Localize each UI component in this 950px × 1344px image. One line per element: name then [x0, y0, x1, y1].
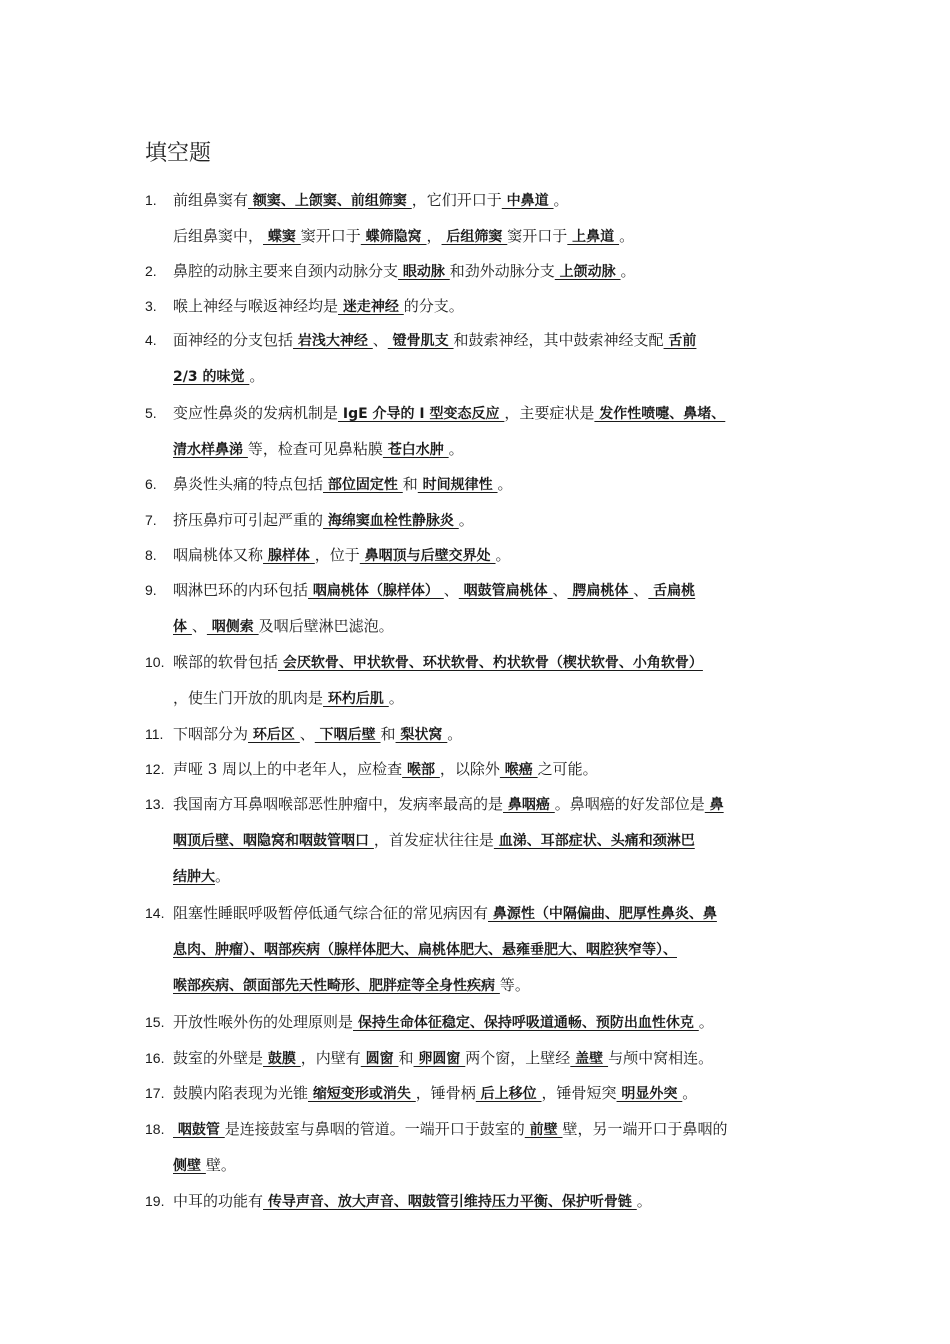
question-number: 16.: [145, 1050, 165, 1066]
question-item: [145, 786, 810, 894]
answer-blank: 腭扁桃体: [567, 583, 634, 599]
question-line: [145, 680, 810, 716]
answer-blank: 圆窗: [360, 1051, 399, 1067]
question-item: [145, 572, 810, 644]
question-item: [145, 895, 810, 1003]
answer-blank: 会厌软骨、甲状软骨、环状软骨、杓状软骨（楔状软骨、小角软骨）: [278, 655, 703, 671]
question-text: 的分支。: [403, 297, 464, 315]
question-text: 和: [402, 475, 418, 493]
question-line: [145, 786, 810, 822]
answer-blank: 前壁: [524, 1122, 563, 1138]
question-number: 14.: [145, 905, 165, 921]
answer-blank: 保持生命体征稳定、保持呼吸道通畅、预防出血性休克: [353, 1015, 699, 1031]
question-text: 。: [495, 546, 511, 564]
answer-blank: 上颌动脉: [554, 264, 621, 280]
question-number: 8.: [145, 547, 157, 563]
question-text: 。: [249, 367, 265, 385]
question-text: ，使生门开放的肌肉是: [173, 689, 324, 707]
answer-blank: 苍白水肿: [382, 442, 449, 458]
answer-blank: 咽鼓管: [173, 1122, 225, 1138]
answer-blank: 盖壁: [570, 1051, 609, 1067]
question-item: [145, 1004, 810, 1040]
answer-blank: 环杓后肌: [323, 691, 389, 707]
answer-blank: 血涕、耳部症状、头痛和颈淋巴: [493, 833, 695, 849]
page-title: 填空题: [145, 141, 212, 166]
question-item: [145, 1075, 810, 1111]
answer-blank: 侧壁: [173, 1158, 206, 1174]
question-text: 。: [636, 1192, 652, 1210]
question-text: 。: [553, 191, 569, 209]
answer-blank: 时间规律性: [417, 477, 498, 493]
answer-blank: 梨状窝: [395, 727, 448, 743]
question-item: [145, 716, 810, 752]
answer-blank: 额窦、上颌窦、前组筛窦: [248, 193, 412, 209]
question-text: 、: [443, 581, 459, 599]
question-text: 我国南方耳鼻咽喉部恶性肿瘤中，发病率最高的是: [173, 795, 504, 813]
question-text: 声哑 3 周以上的中老年人，应检查: [173, 760, 403, 778]
question-text: 是连接鼓室与鼻咽的管道。一端开口于鼓室的: [224, 1120, 525, 1138]
question-text: 。: [215, 867, 231, 885]
question-number: 10.: [145, 654, 165, 670]
question-text: 前组鼻窦有: [173, 191, 249, 209]
question-item: [145, 395, 810, 467]
question-text: 和鼓索神经，其中鼓索神经支配: [453, 331, 664, 349]
question-text: ，锤骨短突: [541, 1084, 617, 1102]
question-text: 鼓室的外壁是: [173, 1049, 264, 1067]
question-line: [145, 466, 810, 502]
question-text: ，位于: [314, 546, 360, 564]
question-line: [145, 253, 810, 289]
question-item: [145, 1111, 810, 1183]
question-number: 4.: [145, 332, 157, 348]
question-number: 13.: [145, 796, 165, 812]
question-line: [145, 431, 810, 467]
question-text: 。: [458, 511, 474, 529]
question-number: 12.: [145, 761, 165, 777]
answer-blank: 部位固定性: [323, 477, 403, 493]
question-text: 壁。: [205, 1156, 236, 1174]
question-line: [145, 608, 810, 644]
question-text: 、: [299, 725, 315, 743]
question-text: 咽淋巴环的内环包括: [173, 581, 309, 599]
question-line: [145, 822, 810, 858]
question-item: [145, 322, 810, 394]
question-text: 等。: [499, 976, 530, 994]
question-number: 11.: [145, 726, 164, 742]
answer-blank: 蝶窦: [263, 229, 301, 245]
question-text: 两个窗，上壁经: [465, 1049, 571, 1067]
question-line: [145, 751, 810, 787]
question-item: [145, 1040, 810, 1076]
question-text: 喉上神经与喉返神经均是: [173, 297, 339, 315]
answer-blank: 息肉、肿瘤）、咽部疾病（腺样体肥大、扁桃体肥大、悬雍垂肥大、咽腔狭窄等）、: [173, 942, 677, 958]
answer-blank: 咽扁桃体（腺样体）: [308, 583, 444, 599]
answer-blank: IgE 介导的 I 型变态反应: [338, 406, 505, 422]
question-text: 。: [619, 227, 635, 245]
answer-blank: 下咽后壁: [314, 727, 381, 743]
answer-blank: 卵圆窗: [413, 1051, 466, 1067]
question-text: 。: [447, 725, 463, 743]
question-item: [145, 182, 810, 254]
answer-blank: 缩短变形或消失: [308, 1086, 416, 1102]
question-line: [145, 1004, 810, 1040]
question-number: 5.: [145, 405, 157, 421]
question-text: 和劲外动脉分支: [449, 262, 555, 280]
answer-blank: 咽顶后壁、咽隐窝和咽鼓管咽口: [173, 833, 374, 849]
question-number: 18.: [145, 1121, 165, 1137]
answer-blank: 咽侧索: [206, 619, 259, 635]
answer-blank: 鼓膜: [263, 1051, 301, 1067]
question-text: 后组鼻窦中，: [173, 227, 264, 245]
answer-blank: 明显外突: [616, 1086, 683, 1102]
question-line: [145, 1183, 810, 1219]
answer-blank: 鼻咽顶与后壁交界处: [359, 548, 496, 564]
answer-blank: 腺样体: [263, 548, 315, 564]
question-item: [145, 751, 810, 787]
answer-blank: 结肿大: [173, 869, 215, 885]
question-text: 挤压鼻疖可引起严重的: [173, 511, 324, 529]
question-text: 。: [388, 689, 404, 707]
question-line: [145, 967, 810, 1003]
question-line: [145, 1040, 810, 1076]
answer-blank: 喉部疾病、颌面部先天性畸形、肥胖症等全身性疾病: [173, 978, 500, 994]
question-line: [145, 858, 810, 894]
answer-blank: 海绵窦血栓性静脉炎: [323, 513, 459, 529]
answer-blank: 鼻源性（中隔偏曲、肥厚性鼻炎、鼻: [488, 906, 717, 922]
question-text: 窦开口于: [300, 227, 361, 245]
question-line: [145, 288, 810, 324]
question-number: 3.: [145, 298, 157, 314]
answer-blank: 咽鼓管扁桃体: [458, 583, 553, 599]
question-text: 阻塞性睡眠呼吸暂停低通气综合征的常见病因有: [173, 904, 489, 922]
question-number: 7.: [145, 512, 157, 528]
question-text: ，主要症状是: [504, 404, 595, 422]
question-text: 窦开口于: [507, 227, 568, 245]
question-item: [145, 288, 810, 324]
question-text: ，: [426, 227, 442, 245]
question-line: [145, 1111, 810, 1147]
question-number: 2.: [145, 263, 157, 279]
question-item: [145, 537, 810, 573]
question-text: ，首发症状往往是: [373, 831, 494, 849]
question-text: 、: [633, 581, 649, 599]
answer-blank: 后上移位: [475, 1086, 542, 1102]
question-text: 壁，另一端开口于鼻咽的: [562, 1120, 728, 1138]
question-text: 和: [380, 725, 396, 743]
question-text: 喉部的软骨包括: [173, 653, 279, 671]
question-text: 等，检查可见鼻粘膜: [247, 440, 383, 458]
question-text: 。: [620, 262, 636, 280]
question-text: 、: [372, 331, 388, 349]
answer-blank: 喉癌: [499, 762, 538, 778]
question-number: 6.: [145, 476, 157, 492]
question-line: [145, 1075, 810, 1111]
answer-blank: 鼻咽癌: [503, 797, 555, 813]
answer-blank: 镫骨肌支: [387, 333, 454, 349]
answer-blank: 环后区: [248, 727, 300, 743]
question-number: 9.: [145, 582, 157, 598]
question-line: [145, 895, 810, 931]
question-text: 鼻腔的动脉主要来自颈内动脉分支: [173, 262, 399, 280]
question-item: [145, 644, 810, 716]
answer-blank: 传导声音、放大声音、咽鼓管引维持压力平衡、保护听骨链: [263, 1194, 637, 1210]
question-line: [145, 931, 810, 967]
answer-blank: 鼻: [704, 797, 724, 813]
question-item: [145, 502, 810, 538]
question-text: 。鼻咽癌的好发部位是: [554, 795, 705, 813]
answer-blank: 发作性喷嚏、鼻堵、: [594, 406, 726, 422]
answer-blank: 中鼻道: [501, 193, 554, 209]
question-text: 。: [448, 440, 464, 458]
answer-blank: 舌前: [663, 333, 697, 349]
answer-blank: 蝶筛隐窝: [360, 229, 427, 245]
answer-blank: 喉部: [402, 762, 440, 778]
question-number: 19.: [145, 1193, 165, 1209]
answer-blank: 岩浅大神经: [293, 333, 373, 349]
question-text: 之可能。: [537, 760, 598, 778]
question-text: 和: [398, 1049, 414, 1067]
question-text: 面神经的分支包括: [173, 331, 294, 349]
question-line: [145, 572, 810, 608]
question-text: 与颅中窝相连。: [608, 1049, 714, 1067]
question-text: 鼻炎性头痛的特点包括: [173, 475, 324, 493]
question-line: [145, 322, 810, 358]
question-text: 。: [682, 1084, 698, 1102]
answer-blank: 舌扁桃: [648, 583, 696, 599]
question-number: 15.: [145, 1014, 165, 1030]
question-text: 鼓膜内陷表现为光锥: [173, 1084, 309, 1102]
question-line: [145, 218, 810, 254]
answer-blank: 2/3 的味觉: [173, 369, 250, 385]
question-line: [145, 395, 810, 431]
question-item: [145, 466, 810, 502]
question-text: ，它们开口于: [411, 191, 502, 209]
answer-blank: 体: [173, 619, 192, 635]
question-text: 。: [497, 475, 513, 493]
question-text: 下咽部分为: [173, 725, 249, 743]
question-line: [145, 716, 810, 752]
question-text: 开放性喉外伤的处理原则是: [173, 1013, 354, 1031]
question-number: 17.: [145, 1085, 165, 1101]
question-text: ，锤骨柄: [415, 1084, 476, 1102]
question-item: [145, 253, 810, 289]
question-number: 1.: [145, 192, 157, 208]
answer-blank: 迷走神经: [338, 299, 404, 315]
question-line: [145, 537, 810, 573]
answer-blank: 清水样鼻涕: [173, 442, 248, 458]
question-line: [145, 1147, 810, 1183]
question-line: [145, 502, 810, 538]
question-text: ，以除外: [439, 760, 500, 778]
question-text: ，内壁有: [300, 1049, 361, 1067]
question-text: 及咽后壁淋巴滤泡。: [258, 617, 394, 635]
question-text: 、: [191, 617, 207, 635]
question-text: 中耳的功能有: [173, 1192, 264, 1210]
question-text: 变应性鼻炎的发病机制是: [173, 404, 339, 422]
question-line: [145, 644, 810, 680]
answer-blank: 眼动脉: [398, 264, 450, 280]
question-line: [145, 358, 810, 394]
question-text: 。: [698, 1013, 714, 1031]
answer-blank: 上鼻道: [567, 229, 620, 245]
answer-blank: 后组筛窦: [441, 229, 508, 245]
question-line: [145, 182, 810, 218]
question-text: 咽扁桃体又称: [173, 546, 264, 564]
question-item: [145, 1183, 810, 1219]
question-text: 、: [552, 581, 568, 599]
